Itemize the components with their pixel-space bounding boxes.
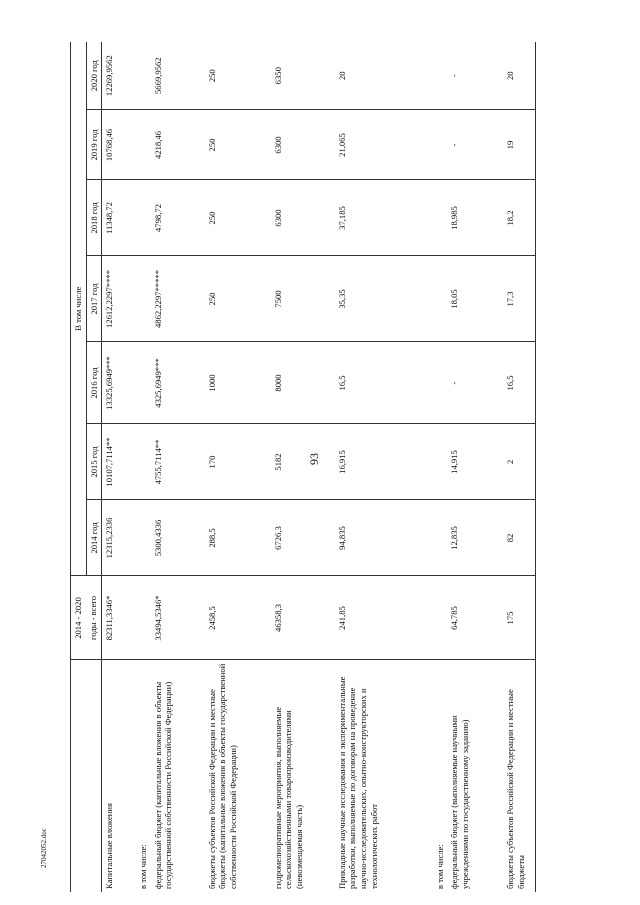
cell-value: 16,5 <box>503 342 535 424</box>
table-row <box>335 42 433 892</box>
table-row <box>151 42 205 892</box>
budget-table <box>70 42 536 892</box>
cell-value: 82311,3346* <box>102 576 136 660</box>
header-total-years: 2014 - 2020 <box>71 576 87 660</box>
cell-value: 18,985 <box>447 180 503 256</box>
cell-value: 2 <box>503 424 535 500</box>
cell-value: 5669,9562 <box>152 57 163 94</box>
cell-value: 6300 <box>271 110 335 180</box>
cell-value: 4325,6949*** <box>151 342 205 424</box>
cell-value: 12315,2336 <box>102 500 136 576</box>
cell-value: 46358,3 <box>271 576 335 660</box>
row-label: федеральный бюджет (выполняемые научными учреждениями по государственному заданию) <box>447 660 503 892</box>
table-row <box>433 42 448 892</box>
cell-value: 4218,46 <box>151 110 205 180</box>
header-year: 2020 год <box>86 42 102 110</box>
cell-value: 288,5 <box>205 500 271 576</box>
cell-value: 10768,46 <box>102 110 136 180</box>
cell-value: 6350 <box>272 67 283 85</box>
cell-value: 250 <box>206 69 217 83</box>
table-row <box>271 42 335 892</box>
rotated-table-container <box>70 42 590 892</box>
cell-value: 250 <box>205 256 271 342</box>
cell-value: 19 <box>503 110 535 180</box>
table-row <box>447 42 503 892</box>
cell-value: 5182 <box>271 424 335 500</box>
cell-value: - <box>447 342 503 424</box>
cell-value: 16,915 <box>335 424 433 500</box>
cell-value: 6300 <box>271 180 335 256</box>
cell-value: 250 <box>205 110 271 180</box>
cell-value: 17,3 <box>503 256 535 342</box>
cell-value: 18,05 <box>447 256 503 342</box>
row-label: бюджеты субъектов Российской Федерации и местные бюджеты <box>503 660 535 892</box>
cell-value: 12,835 <box>447 500 503 576</box>
header-year: 2014 год <box>86 500 102 576</box>
row-label: федеральный бюджет (капитальные вложения в объекты государственной собственности Российской Федерации) <box>151 660 205 892</box>
cell-value: 250 <box>205 180 271 256</box>
cell-value: 13325,6949*** <box>102 342 136 424</box>
row-label: Капитальные вложения <box>102 660 136 892</box>
header-year: 2019 год <box>86 110 102 180</box>
cell-value: 1000 <box>205 342 271 424</box>
cell-value: 4798,72 <box>151 180 205 256</box>
row-label: в том числе: <box>136 660 151 892</box>
cell-value: - <box>447 110 503 180</box>
cell-value: 94,835 <box>335 500 433 576</box>
table-row <box>102 42 136 892</box>
cell-value: 82 <box>503 500 535 576</box>
header-total-label: годы - всего <box>86 576 102 660</box>
header-year: 2016 год <box>86 342 102 424</box>
page-number: 93 <box>307 453 321 465</box>
row-label: гидромелиоративные мероприятия, выполняемые сельскохозяйственными товаропроизводителями (невозмещаемая часть) <box>271 660 335 892</box>
cell-value: - <box>449 74 460 78</box>
header-year: 2018 год <box>86 180 102 256</box>
document-file-mark: 27042052.doc <box>40 828 48 868</box>
cell-value: 170 <box>205 424 271 500</box>
cell-value: 20 <box>503 42 535 110</box>
cell-value: 12612,2297**** <box>102 256 136 342</box>
cell-value: 10107,7114** <box>102 424 136 500</box>
header-year: 2017 год <box>86 256 102 342</box>
cell-value: 7500 <box>271 256 335 342</box>
header-row-1 <box>71 42 87 892</box>
cell-value: 241,85 <box>335 576 433 660</box>
cell-value: 8000 <box>271 342 335 424</box>
cell-value: 35,35 <box>335 256 433 342</box>
row-label: бюджеты субъектов Российской Федерации и местные бюджеты (капитальные вложения в объекты государственной собственности Российской Федерации) <box>205 660 271 892</box>
cell-value: 175 <box>503 576 535 660</box>
table-row <box>136 42 151 892</box>
table-row <box>205 42 271 892</box>
cell-value: 16,5 <box>335 342 433 424</box>
cell-value: 11348,72 <box>102 180 136 256</box>
cell-value: 14,915 <box>447 424 503 500</box>
cell-value: 18,2 <box>503 180 535 256</box>
header-group-label: В том числе <box>71 42 87 576</box>
table-row <box>503 42 535 892</box>
cell-value: 4755,7114** <box>151 424 205 500</box>
cell-value: 64,785 <box>447 576 503 660</box>
cell-value: 5300,4336 <box>151 500 205 576</box>
cell-value: 12269,9562 <box>104 55 115 97</box>
cell-value: 37,185 <box>335 180 433 256</box>
cell-value: 33494,5346* <box>151 576 205 660</box>
header-year: 2015 год <box>86 424 102 500</box>
cell-value: 6726,3 <box>271 500 335 576</box>
row-label: в том числе: <box>433 660 448 892</box>
cell-value: 21,065 <box>335 110 433 180</box>
cell-value: 2458,5 <box>205 576 271 660</box>
row-label: Прикладные научные исследования и экспериментальные разработки, выполняемые по договорам на проведение научно-исследовательских, опытно-конструкторских и технологических работ <box>335 660 433 892</box>
cell-value: 20 <box>336 71 347 81</box>
cell-value: 4862,2297***** <box>151 256 205 342</box>
